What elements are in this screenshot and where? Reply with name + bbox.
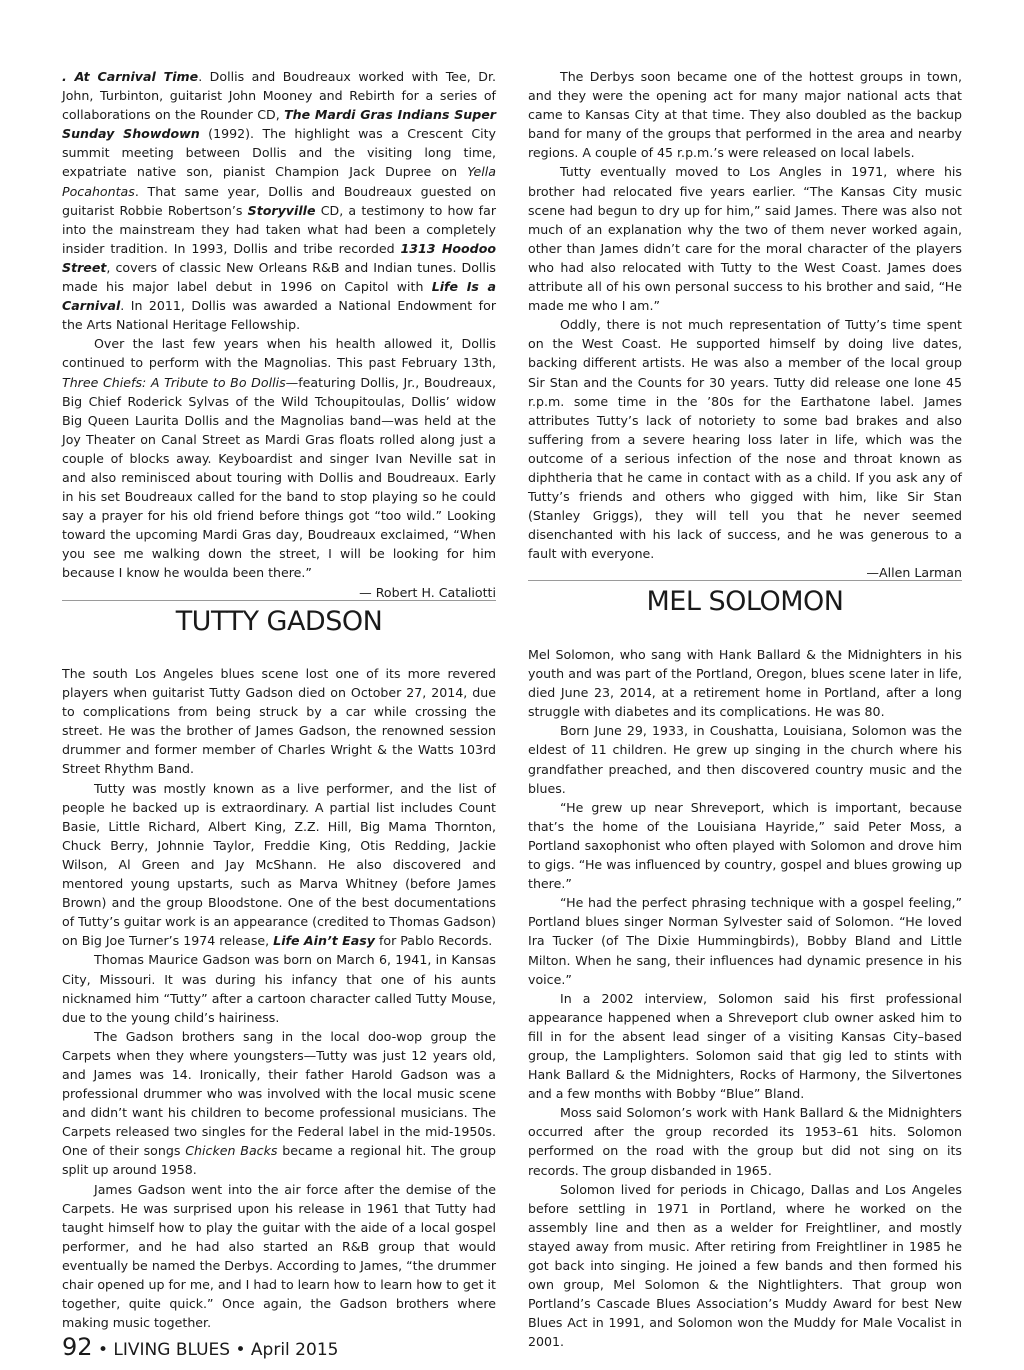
event-title: Three Chiefs: A Tribute to Bo Dollis (62, 374, 286, 390)
mel-heading: MEL SOLOMON (646, 586, 844, 617)
mel-paragraph-6: Moss said Solomon’s work with Hank Ballard & the Midnighters occurred after the group recorded its 1953–61 hits. Solomon performed on the road with the group but did not sing on its records. The group disbanded in 1965. (528, 1105, 962, 1178)
tutty-paragraph-3: Thomas Maurice Gadson was born on March 6, 1941, in Kansas City, Missouri. It was during his infancy that one of his aunts nicknamed him “Tutty” after a cartoon character called Tutty Mouse, due to the young child’s hairiness. (62, 952, 496, 1025)
body-text: CD, a testimony to how far into the mainstream they had taken what had been a completely insider tradition. In 1993, Dollis and tribe recorded (62, 202, 496, 256)
tutty-paragraph-7: Tutty eventually moved to Los Angles in 1971, where his brother had relocated five years earlier. “The Kansas City music scene had begun to dry up for him,” said James. There was also not much of an explanation why the two of them never worked again, other than James didn’t care for the moral character of the players who had also relocated with Tutty to the West Coast. James does attribute all of his own personal success to his brother and said, “He made me who I am.” (528, 164, 962, 314)
body-text: Tutty was mostly known as a live performer, and the list of people he backed up is extraordinary. A partial list includes Count Basie, Little Richard, Albert King, Z.Z. Hill, Big Mama Thornton, Chuck Berry, Johnnie Taylor, Freddie King, Otis Redding, Jackie Wilson, Al Green and Jay McShann. He also discovered and mentored young upstarts, such as Marva Whitney (before James Brown) and the group Bloodstone. One of the best documentations of Tutty’s guitar work is an appearance (credited to Thomas Gadson) on Big Joe Turner’s 1974 release, (62, 780, 496, 949)
dollis-article-continuation (62, 67, 496, 602)
tutty-paragraph-1: The south Los Angeles blues scene lost one of its more revered players when guitarist Tutty Gadson died on October 27, 2014, due to complications from being struck by a car while crossing the street. He was the brother of James Gadson, the renowned session drummer and former member of Charles Wright & the Watts 103rd Street Rhythm Band. (62, 666, 496, 777)
tutty-article-continuation (528, 67, 962, 583)
tutty-paragraph-2 (62, 779, 496, 951)
tutty-paragraph-5: James Gadson went into the air force after the demise of the Carpets. He was surprised upon his release in 1961 that Tutty had taught himself how to play the guitar with the aide of a local gospel performer, and he had also started an R&B group that would eventually be named the Derbys. According to James, “the drummer chair opened up for me, and I had to learn how to learn how to get it together, quite quick.” Once again, the Gadson brothers where making music together. (62, 1181, 496, 1331)
body-text: . In 2011, Dollis was awarded a National Endowment for the Arts National Heritage Fellowship. (62, 298, 496, 333)
mel-paragraph-7: Solomon lived for periods in Chicago, Dallas and Los Angeles before settling in 1971 in Portland, where he worked on the assembly line and then as a welder for Freightliner, and mostly stayed away from music. After retiring from Freightliner in 1985 he got back into singing. He joined a few bands and then formed his own group, Mel Solomon & the Nightlighters. That group won Portland’s Cascade Blues Association’s Muddy Award for best New Blues Act in 1991, and Solomon won the Muddy for Male Vocalist in 2001. (528, 1181, 962, 1350)
tutty-heading: TUTTY GADSON (175, 606, 383, 637)
page-footer (62, 1333, 339, 1361)
dollis-paragraph-2 (62, 334, 496, 582)
mel-paragraph-5: In a 2002 interview, Solomon said his first professional appearance happened when a Shreveport club owner asked him to fill in for the absent lead singer of a visiting Kansas City–based group, the Lamplighters. Solomon said that gig led to stints with Hank Ballard & the Midnighters, Rocks of Harmony, the Silvertones and a few months with Bobby “Blue” Bland. (528, 990, 962, 1102)
body-text: . Dollis and Boudreaux worked with Tee, Dr. John, Turbinton, guitarist John Mooney and Rebirth for a series of collaborations on the Rounder CD, (62, 69, 496, 123)
body-text: . That same year, Dollis and Boudreaux guested on guitarist Robbie Robertson’s (62, 183, 496, 218)
body-text: became a regional hit. The group split up around 1958. (62, 1143, 496, 1178)
song-title: Yella Pocahontas (62, 164, 496, 199)
album-title: The Mardi Gras Indians Super Sunday Showdown (62, 107, 496, 142)
album-title: Life Is a Carnival (62, 279, 496, 314)
mel-paragraph-3: “He grew up near Shreveport, which is important, because that’s the home of the Louisiana Hayride,” said Peter Moss, a Portland saxophonist who often played with Solomon and drove him to gigs. “He was influenced by country, gospel and blues growing up there.” (528, 799, 962, 892)
body-text: The Gadson brothers sang in the local doo-wop group the Carpets when they where youngsters—Tutty was just 12 years old, and James was 14. Ironically, their father Harold Gadson was a professional drummer who was involved with the local music scene and didn’t want his children to become professional musicians. The Carpets released two singles for the Federal label in the mid-1950s. One of their songs (62, 1028, 496, 1159)
album-title: . At Carnival Time (62, 69, 199, 84)
album-title: Storyville (247, 202, 316, 218)
tutty-byline: —Allen Larman (866, 565, 962, 581)
tutty-article (62, 664, 496, 1332)
mel-article (528, 645, 962, 1351)
tutty-paragraph-6: The Derbys soon became one of the hottest groups in town, and they were the opening act for many major national acts that came to Kansas City at that time. They also doubled as the backup band for many of the groups that performed in the area and nearby regions. A couple of 45 r.p.m.’s were released on local labels. (528, 69, 962, 161)
section-divider (528, 580, 962, 581)
tutty-paragraph-4 (62, 1027, 496, 1180)
footer-bullet: • (230, 1340, 251, 1360)
mel-paragraph-1: Mel Solomon, who sang with Hank Ballard & the Midnighters in his youth and was part of the Portland, Oregon, blues scene later in life, died June 23, 2014, at a retirement home in Portland, after a long struggle with diabetes and its complications. He was 80. (528, 647, 962, 720)
footer-bullet: • (92, 1340, 114, 1360)
tutty-paragraph-8: Oddly, there is not much representation of Tutty’s time spent on the West Coast. He supported himself by doing live dates, backing different artists. He was also a member of the local group Sir Stan and the Counts for 30 years. Tutty did release one lone 45 r.p.m. some time in the ’80s for the Earthatone label. James attributes Tutty’s lack of notoriety to some bad brakes and also suffering from a severe hearing loss later in life, which was the outcome of a serious infection of the nose and throat known as diphtheria that he came in contact with as a child. If you ask any of Tutty’s friends and others who gigged with him, like Sir Stan (Stanley Griggs), they will tell you that he never seemed disenchanted with his lack of success, and he was generous to a fault with everyone. (528, 317, 962, 562)
issue-date: April 2015 (250, 1340, 339, 1360)
body-text: , covers of classic New Orleans R&B and Indian tunes. Dollis made his major label debut in 1996 on Capitol with (62, 259, 496, 295)
body-text: Over the last few years when his health allowed it, Dollis continued to perform with the Magnolias. This past February 13th, (62, 336, 496, 371)
mel-paragraph-2: Born June 29, 1933, in Coushatta, Louisiana, Solomon was the eldest of 11 children. He grew up singing in the church where his grandfather preached, and then discovered country music and the blues. (528, 723, 962, 796)
dollis-byline: — Robert H. Cataliotti (359, 584, 496, 600)
song-title: Chicken Backs (185, 1143, 278, 1159)
body-text: for Pablo Records. (374, 933, 493, 949)
body-text: (1992). The highlight was a Crescent City summit meeting between Dollis and the visiting long time, expatriate native son, pianist Champion Jack Dupree on (62, 126, 496, 180)
magazine-name: LIVING BLUES (113, 1340, 231, 1360)
dollis-paragraph-1 (62, 67, 496, 334)
album-title: 1313 Hoodoo Street (62, 240, 496, 275)
section-divider (62, 600, 496, 601)
body-text: —featuring Dollis, Jr., Boudreaux, Big Chief Roderick Sylvas of the Wild Tchoupitoulas, Dollis’ widow Big Queen Laurita Dollis and the Magnolias band—was held at the Joy Theater on Canal Street as Mardi Gras floats rolled along just a couple of blocks away. Keyboardist and singer Ivan Neville sat in and also reminisced about touring with Dollis and Boudreaux. Early in his set Boudreaux called for the band to stop playing so he could say a prayer for his old friend before things got “too wild.” Looking toward the upcoming Mardi Gras day, Boudreaux exclaimed, “When you see me walking down the street, I will be looking for him because I know he woulda been there.” (62, 374, 496, 581)
page-number: 92 (62, 1333, 93, 1361)
album-title: Life Ain’t Easy (273, 933, 375, 949)
mel-paragraph-4: “He had the perfect phrasing technique with a gospel feeling,” Portland blues singer Norman Sylvester said of Solomon. “He loved Ira Tucker (of The Dixie Hummingbirds), Bobby Bland and Little Milton. When he sang, their influences had dynamic presence in his voice.” (528, 895, 962, 987)
